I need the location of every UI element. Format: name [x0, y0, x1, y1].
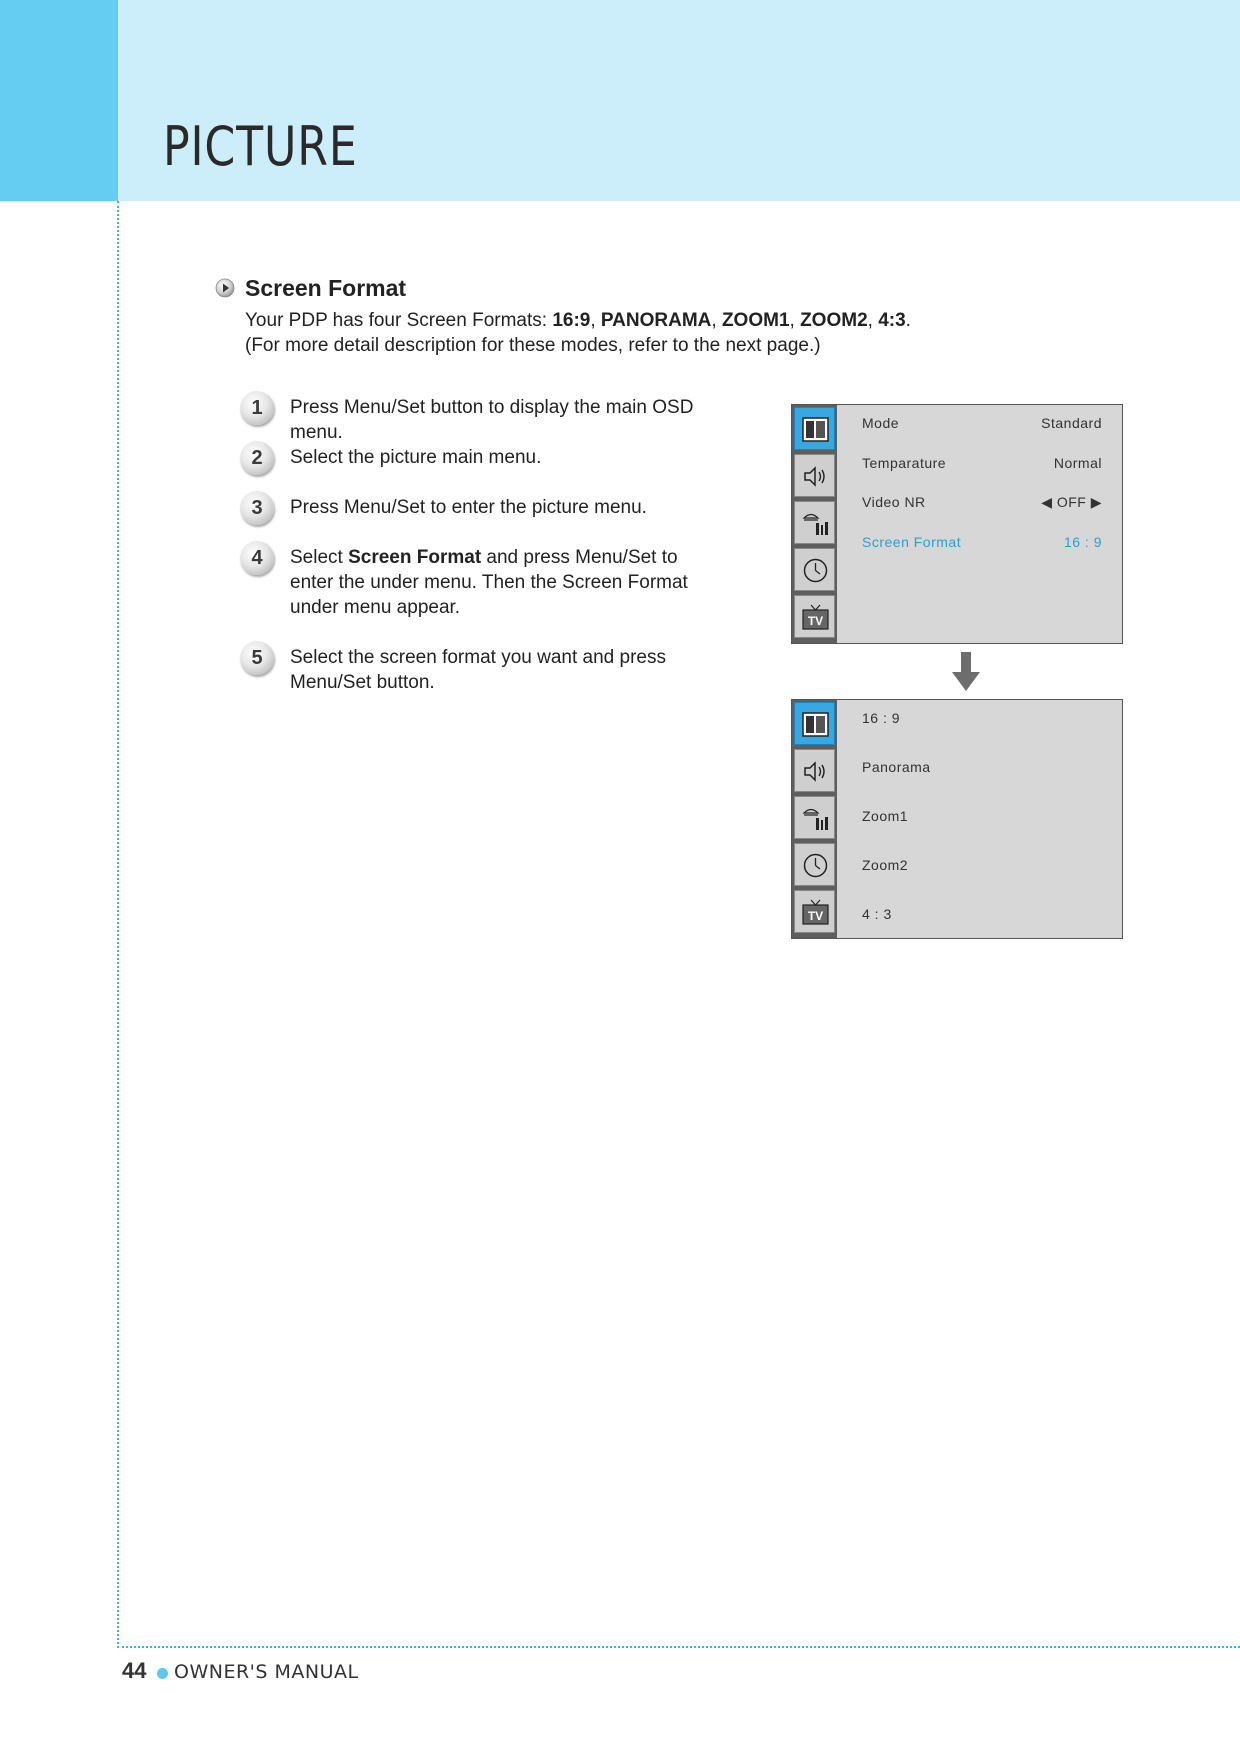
osd-option-label: 4 : 3 — [862, 906, 892, 922]
osd-row-value: Standard — [1041, 415, 1102, 431]
step-4-pre: Select — [290, 547, 349, 568]
section-title: Screen Format — [245, 275, 407, 301]
page-title: PICTURE — [163, 115, 358, 178]
intro-line-1 — [245, 308, 911, 333]
step-text — [290, 645, 750, 695]
page-number: 44 — [122, 1658, 147, 1683]
bottom-dotted-divider — [117, 1646, 1240, 1648]
osd-row-value: ◀ OFF ▶ — [1041, 494, 1102, 510]
section-intro — [245, 308, 911, 358]
separator: , — [867, 310, 879, 331]
step-number-badge: 4 — [240, 541, 274, 575]
tv-icon[interactable] — [794, 595, 835, 638]
format-16-9: 16:9 — [552, 310, 591, 331]
step-number-badge: 5 — [240, 641, 274, 675]
separator: , — [789, 310, 801, 331]
osd-screen-format-submenu — [791, 699, 1123, 939]
footer-bullet-icon — [157, 1668, 168, 1679]
format-zoom2: ZOOM2 — [800, 310, 868, 331]
step-text: Select the picture main menu. — [290, 447, 542, 468]
step-number-badge: 2 — [240, 441, 274, 475]
tv-icon[interactable] — [794, 890, 835, 933]
step-text — [290, 545, 750, 620]
setup-icon[interactable] — [794, 501, 835, 544]
step-number-badge: 3 — [240, 491, 274, 525]
sound-icon[interactable] — [794, 749, 835, 792]
osd-option-label: 16 : 9 — [862, 710, 901, 726]
format-4-3: 4:3 — [878, 310, 906, 331]
sound-icon[interactable] — [794, 454, 835, 497]
osd-row-label: Screen Format — [862, 534, 962, 550]
step-text: Press Menu/Set button to display the main OSD menu. — [290, 397, 694, 443]
period: . — [905, 310, 911, 331]
step-4-line-2: enter the under menu. Then the Screen Format — [290, 572, 688, 593]
osd-row-value: Normal — [1053, 455, 1102, 471]
separator: , — [590, 310, 601, 331]
osd-main-menu — [791, 404, 1123, 644]
step-number-badge: 1 — [240, 391, 274, 425]
osd-option-label: Panorama — [862, 759, 931, 775]
clock-icon[interactable] — [794, 548, 835, 591]
intro-line-2: (For more detail description for these modes, refer to the next page.) — [245, 335, 821, 356]
separator: , — [711, 310, 722, 331]
step-5-line-1: Select the screen format you want and press — [290, 647, 666, 668]
osd-option-label: Zoom2 — [862, 857, 909, 873]
step-4-post: and press Menu/Set to — [481, 547, 678, 568]
format-zoom1: ZOOM1 — [721, 310, 790, 331]
osd-row-value: 16 : 9 — [1063, 534, 1102, 550]
tv-icon-text: TV — [807, 909, 824, 923]
arrow-down-icon — [951, 652, 981, 692]
setup-icon[interactable] — [794, 796, 835, 839]
osd-row-label: Video NR — [862, 494, 926, 510]
clock-icon[interactable] — [794, 843, 835, 886]
picture-icon[interactable] — [794, 702, 835, 745]
tv-icon-text: TV — [807, 614, 824, 628]
step-text: Press Menu/Set to enter the picture menu. — [290, 497, 647, 518]
footer-label: OWNER'S MANUAL — [174, 1661, 359, 1683]
header-accent-block — [0, 0, 118, 201]
osd-row-label: Temparature — [862, 455, 947, 471]
step-4-line-1 — [290, 545, 750, 570]
step-5-line-2: Menu/Set button. — [290, 672, 435, 693]
osd-row-label: Mode — [862, 415, 900, 431]
step-4-line-3: under menu appear. — [290, 597, 461, 618]
step-4-bold: Screen Format — [348, 547, 482, 568]
intro-prefix: Your PDP has four Screen Formats: — [245, 310, 553, 331]
osd-icon-column — [792, 405, 837, 643]
picture-icon[interactable] — [794, 407, 835, 450]
format-panorama: PANORAMA — [600, 310, 712, 331]
section-bullet-icon — [215, 278, 235, 298]
osd-icon-column — [792, 700, 837, 938]
left-dotted-divider — [117, 201, 119, 1648]
osd-option-label: Zoom1 — [862, 808, 909, 824]
